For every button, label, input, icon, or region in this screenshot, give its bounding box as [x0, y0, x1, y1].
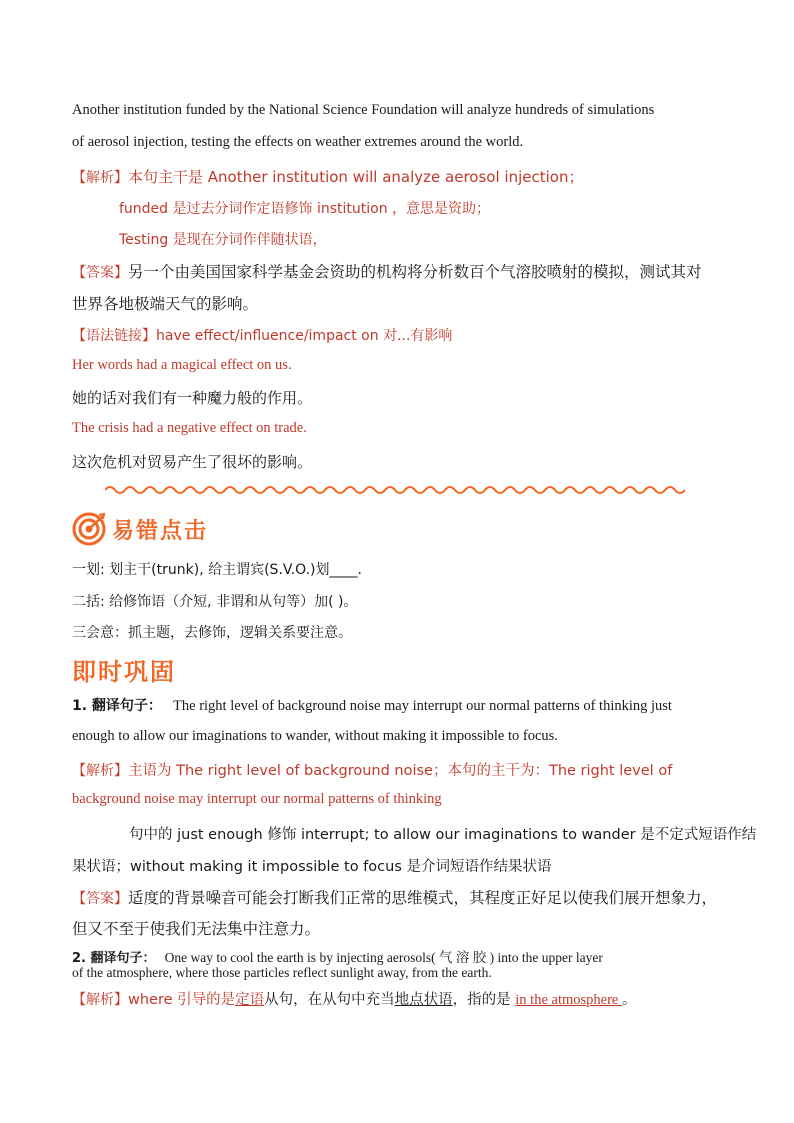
section-heading-mistakes: [72, 512, 208, 546]
q2-analysis-underline-1: 定语: [235, 992, 265, 1008]
q1-line-1: [72, 695, 672, 715]
example-2-en: The crisis had a negative effect on trade.: [72, 420, 307, 436]
q2-analysis-underline-3: in the atmosphere: [515, 992, 622, 1008]
mistakes-line-1: 一划: 划主干(trunk), 给主谓宾(S.V.O.)划____.: [72, 562, 362, 578]
example-1-zh: 她的话对我们有一种魔力般的作用。: [72, 389, 313, 407]
analysis-line-3: Testing 是现在分词作伴随状语，: [119, 232, 327, 248]
q2-analysis-end: 。: [621, 992, 637, 1008]
mistakes-line-2: 二括: 给修饰语（介短, 非谓和从句等）加( )。: [72, 594, 358, 610]
section-title-mistakes: 易错点击: [112, 518, 209, 544]
q1-line-2: enough to allow our imaginations to wander, without making it impossible to focus.: [72, 728, 558, 744]
grammar-tag: 【语法链接】: [72, 328, 156, 344]
q1-analysis-line-3: 句中的 just enough 修饰 interrupt; to allow our imaginations to wander 是不定式短语作结: [129, 827, 757, 843]
grammar-phrase: have effect/influence/impact on 对...有影响: [156, 328, 453, 344]
q2-analysis-pre: where 引导的是: [128, 992, 236, 1008]
answer-line-1: [72, 260, 702, 282]
q2-analysis-tag: 【解析】: [72, 992, 128, 1008]
mistakes-line-3: 三会意：抓主题，去修饰，逻辑关系要注意。: [72, 625, 352, 641]
example-2-zh: 这次危机对贸易产生了很坏的影响。: [72, 453, 313, 471]
q1-analysis-line-1: [72, 759, 672, 780]
q2-number: 2. 翻译句子：: [72, 951, 156, 966]
q2-text-1: One way to cool the earth is by injecting aerosols( 气 溶 胶 ) into the upper layer: [164, 950, 603, 965]
answer-line-2: 世界各地极端天气的影响。: [72, 295, 259, 313]
example-1-en: Her words had a magical effect on us.: [72, 357, 292, 373]
q1-answer-line-1: [72, 886, 717, 908]
sentence-line-1: Another institution funded by the National Science Foundation will analyze hundreds of simulations: [72, 102, 655, 118]
q1-text-1: The right level of background noise may interrupt our normal patterns of thinking just: [173, 698, 672, 714]
q1-analysis-line-2: background noise may interrupt our normal patterns of thinking: [72, 791, 442, 807]
analysis-text: 本句主干是 Another institution will analyze aerosol injection；: [128, 168, 584, 186]
q1-answer-text-1: 适度的背景噪音可能会打断我们正常的思维模式，其程度正好足以使我们展开想象力，: [128, 889, 718, 907]
wave-divider: [105, 484, 690, 496]
analysis-line-2: funded 是过去分词作定语修饰 institution ，意思是资助；: [119, 201, 491, 217]
q1-answer-tag: 【答案】: [72, 891, 128, 907]
q2-analysis-mid2: ，指的是: [452, 992, 516, 1008]
q1-number: 1. 翻译句子：: [72, 698, 162, 714]
answer-text: 另一个由美国国家科学基金会资助的机构将分析数百个气溶胶喷射的模拟，测试其对: [128, 263, 702, 281]
answer-tag: 【答案】: [72, 265, 128, 281]
analysis-line-1: [72, 166, 583, 187]
grammar-link-line: [72, 325, 452, 345]
q2-analysis-mid: 从句，在从句中充当: [264, 992, 395, 1008]
target-icon: [72, 512, 106, 546]
q2-line-2: of the atmosphere, where those particles reflect sunlight away, from the earth.: [72, 965, 492, 980]
q1-analysis-text-1: 主语为 The right level of background noise；本句的主干为：The right level of: [128, 763, 673, 779]
q2-analysis-line: [72, 988, 636, 1009]
analysis-tag: 【解析】: [72, 170, 128, 186]
section-title-practice: 即时巩固: [72, 658, 176, 686]
q2-line-1: [72, 946, 603, 966]
q1-answer-line-2: 但又不至于使我们无法集中注意力。: [72, 920, 321, 938]
q1-analysis-line-4: 果状语；without making it impossible to focus 是介词短语作结果状语: [72, 859, 552, 875]
section-heading-practice: [72, 652, 176, 687]
sentence-line-2: of aerosol injection, testing the effects on weather extremes around the world.: [72, 134, 524, 150]
q1-analysis-tag: 【解析】: [72, 763, 128, 779]
q2-analysis-underline-2: 地点状语: [394, 992, 453, 1008]
